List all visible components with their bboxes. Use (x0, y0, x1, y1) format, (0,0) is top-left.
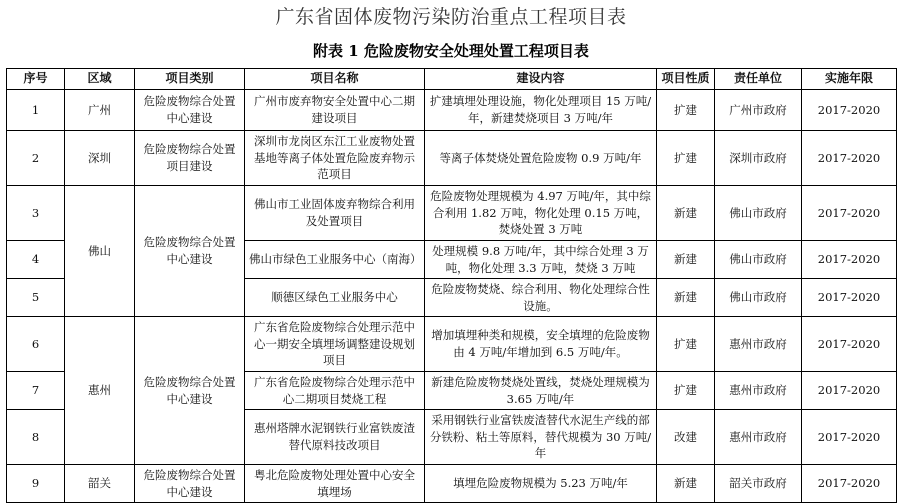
cell-period: 2017-2020 (802, 241, 897, 279)
table-subtitle: 附表 1 危险废物安全处理处置工程项目表 (313, 42, 589, 60)
cell-no: 7 (7, 372, 65, 410)
cell-unit: 佛山市政府 (715, 186, 802, 241)
cell-content: 新建危险废物焚烧处置线，焚烧处理规模为 3.65 万吨/年 (425, 372, 657, 410)
cell-unit: 惠州市政府 (715, 372, 802, 410)
header-nature: 项目性质 (657, 69, 715, 90)
cell-unit: 深圳市政府 (715, 131, 802, 186)
cell-nature: 扩建 (657, 131, 715, 186)
cell-content: 增加填埋种类和规模，安全填埋的危险废物由 4 万吨/年增加到 6.5 万吨/年。 (425, 317, 657, 372)
cell-content: 等离子体焚烧处置危险废物 0.9 万吨/年 (425, 131, 657, 186)
cell-name: 广州市废弃物安全处置中心二期建设项目 (245, 90, 425, 131)
cell-period: 2017-2020 (802, 372, 897, 410)
cell-category: 危险废物综合处置中心建设 (135, 465, 245, 503)
cell-name: 顺德区绿色工业服务中心 (245, 279, 425, 317)
cell-content: 危险废物处理规模为 4.97 万吨/年，其中综合利用 1.82 万吨，物化处理 0.15 万吨，焚烧处置 3 万吨 (425, 186, 657, 241)
table-row (7, 90, 897, 131)
table-row (7, 131, 897, 186)
header-region: 区域 (65, 69, 135, 90)
cell-content: 填埋危险废物规模为 5.23 万吨/年 (425, 465, 657, 503)
cell-unit: 广州市政府 (715, 90, 802, 131)
cell-content: 处理规模 9.8 万吨/年，其中综合处理 3 万吨，物化处理 3.3 万吨，焚烧 3 万吨 (425, 241, 657, 279)
cell-region: 佛山 (65, 186, 135, 317)
cell-unit: 佛山市政府 (715, 279, 802, 317)
cell-name: 佛山市工业固体废弃物综合利用及处置项目 (245, 186, 425, 241)
cell-region: 深圳 (65, 131, 135, 186)
cell-no: 1 (7, 90, 65, 131)
cell-nature: 新建 (657, 186, 715, 241)
cell-nature: 扩建 (657, 90, 715, 131)
cell-nature: 新建 (657, 241, 715, 279)
cell-region: 广州 (65, 90, 135, 131)
cell-region: 惠州 (65, 317, 135, 465)
cell-region: 韶关 (65, 465, 135, 503)
header-period: 实施年限 (802, 69, 897, 90)
cell-nature: 新建 (657, 279, 715, 317)
cell-period: 2017-2020 (802, 317, 897, 372)
cell-name: 粤北危险废物处理处置中心安全填埋场 (245, 465, 425, 503)
cell-name: 佛山市绿色工业服务中心（南海） (245, 241, 425, 279)
cell-unit: 惠州市政府 (715, 317, 802, 372)
cell-nature: 扩建 (657, 372, 715, 410)
project-table (6, 68, 897, 503)
cell-unit: 韶关市政府 (715, 465, 802, 503)
cell-no: 9 (7, 465, 65, 503)
cell-unit: 惠州市政府 (715, 410, 802, 465)
cell-content: 危险废物焚烧、综合利用、物化处理综合性设施。 (425, 279, 657, 317)
cell-period: 2017-2020 (802, 90, 897, 131)
table-row (7, 186, 897, 241)
header-category: 项目类别 (135, 69, 245, 90)
cell-name: 深圳市龙岗区东江工业废物处置基地等离子体处置危险废弃物示范项目 (245, 131, 425, 186)
cell-category: 危险废物综合处置中心建设 (135, 90, 245, 131)
table-row (7, 317, 897, 372)
cell-content: 采用钢铁行业富铁废渣替代水泥生产线的部分铁粉、粘土等原料，替代规模为 30 万吨/年 (425, 410, 657, 465)
cell-no: 2 (7, 131, 65, 186)
header-name: 项目名称 (245, 69, 425, 90)
cell-name: 广东省危险废物综合处理示范中心二期项目焚烧工程 (245, 372, 425, 410)
cell-period: 2017-2020 (802, 131, 897, 186)
cell-nature: 改建 (657, 410, 715, 465)
cell-no: 8 (7, 410, 65, 465)
cell-no: 4 (7, 241, 65, 279)
cell-no: 5 (7, 279, 65, 317)
cell-category: 危险废物综合处置中心建设 (135, 186, 245, 317)
cell-period: 2017-2020 (802, 186, 897, 241)
cell-unit: 佛山市政府 (715, 241, 802, 279)
header-unit: 责任单位 (715, 69, 802, 90)
cell-name: 广东省危险废物综合处理示范中心一期安全填埋场调整建设规划项目 (245, 317, 425, 372)
document-title: 广东省固体废物污染防治重点工程项目表 (275, 6, 627, 28)
cell-period: 2017-2020 (802, 465, 897, 503)
cell-period: 2017-2020 (802, 279, 897, 317)
header-no: 序号 (7, 69, 65, 90)
table-row (7, 465, 897, 503)
cell-name: 惠州塔牌水泥钢铁行业富铁废渣替代原料技改项目 (245, 410, 425, 465)
cell-category: 危险废物综合处置项目建设 (135, 131, 245, 186)
cell-category: 危险废物综合处置中心建设 (135, 317, 245, 465)
cell-nature: 新建 (657, 465, 715, 503)
cell-no: 6 (7, 317, 65, 372)
header-content: 建设内容 (425, 69, 657, 90)
cell-nature: 扩建 (657, 317, 715, 372)
cell-content: 扩建填埋处理设施，物化处理项目 15 万吨/年，新建焚烧项目 3 万吨/年 (425, 90, 657, 131)
cell-period: 2017-2020 (802, 410, 897, 465)
table-header-row (7, 69, 897, 90)
cell-no: 3 (7, 186, 65, 241)
